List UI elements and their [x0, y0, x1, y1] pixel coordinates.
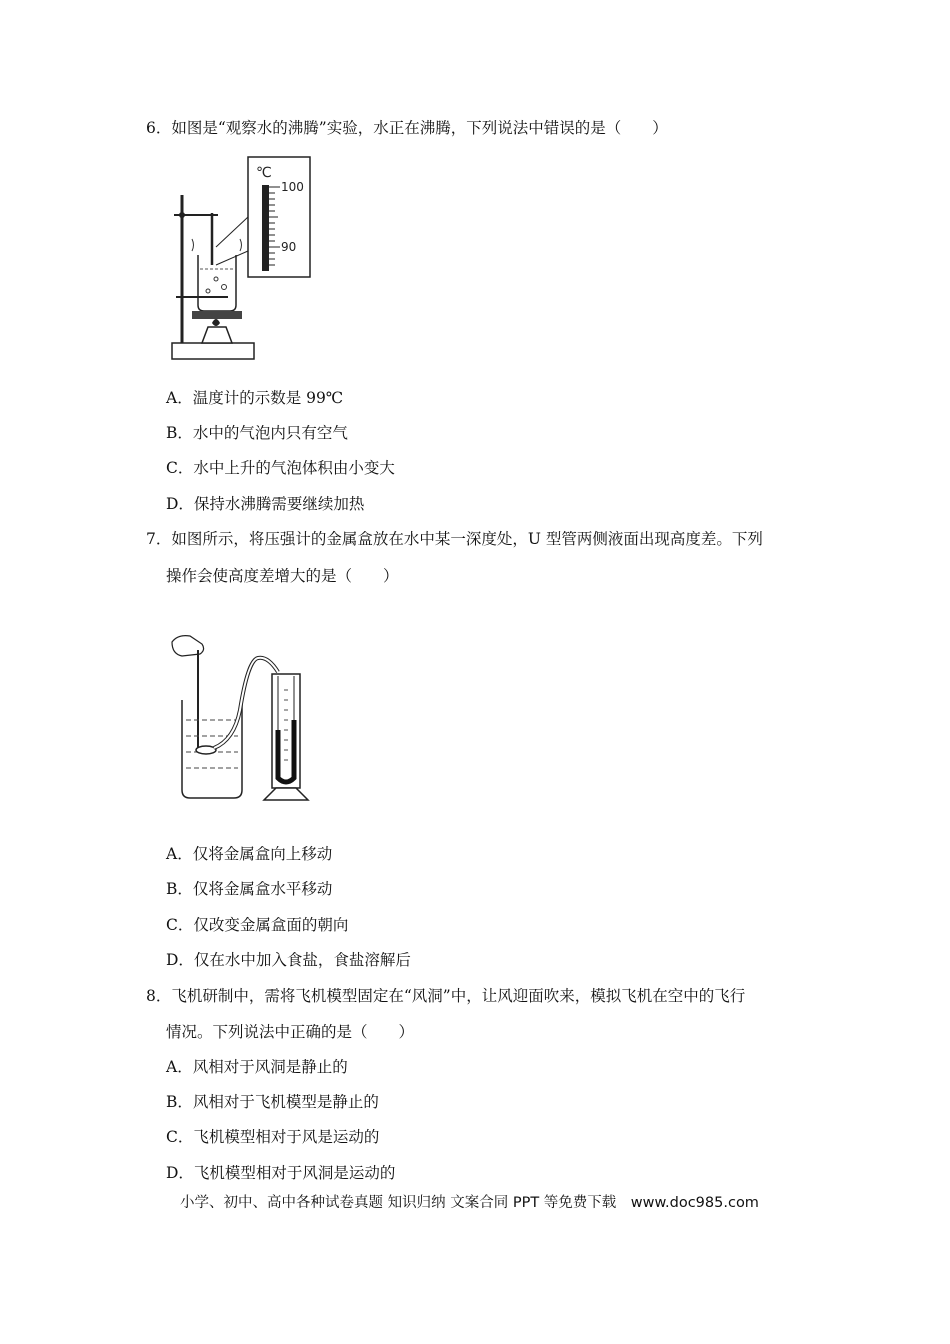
question-6-stem: 6．如图是“观察水的沸腾”实验，水正在沸腾，下列说法中错误的是（ ）: [146, 119, 668, 137]
thermometer-column: [262, 185, 269, 271]
question-8-option-c: C．飞机模型相对于风是运动的: [166, 1128, 380, 1146]
rubber-tube: [214, 658, 278, 748]
question-8-option-d: D．飞机模型相对于风洞是运动的: [166, 1164, 396, 1182]
question-8-option-b: B．风相对于飞机模型是静止的: [166, 1093, 379, 1111]
pressure-gauge-figure: [168, 630, 313, 808]
beaker: [198, 255, 236, 311]
metal-box: [196, 746, 216, 754]
question-7-option-d: D．仅在水中加入食盐，食盐溶解后: [166, 951, 411, 969]
alcohol-lamp: [202, 327, 232, 343]
scale-label-mid: 90: [281, 240, 297, 254]
thermometer-unit: ℃: [256, 165, 272, 181]
flame: [212, 319, 220, 326]
question-7-stem-line1: 7．如图所示，将压强计的金属盒放在水中某一深度处，U 型管两侧液面出现高度差。下列: [146, 530, 763, 548]
question-8-stem-line1: 8．飞机研制中，需将飞机模型固定在“风洞”中，让风迎面吹来，模拟飞机在空中的飞行: [146, 987, 746, 1005]
question-8-option-a: A．风相对于风洞是静止的: [166, 1058, 348, 1076]
wire-gauze: [192, 311, 242, 319]
question-6-option-a: A．温度计的示数是 99℃: [166, 389, 344, 407]
scale-label-top: 100: [281, 180, 304, 194]
question-6-option-d: D．保持水沸腾需要继续加热: [166, 495, 365, 513]
question-6-option-b: B．水中的气泡内只有空气: [166, 424, 348, 442]
question-7-stem-line2: 操作会使高度差增大的是（ ）: [166, 567, 399, 585]
boiling-water-apparatus-figure: [168, 155, 313, 365]
gauge-base: [264, 788, 308, 800]
stand-base: [172, 343, 254, 359]
question-6-option-c: C．水中上升的气泡体积由小变大: [166, 459, 395, 477]
question-7-option-c: C．仅改变金属盒面的朝向: [166, 916, 349, 934]
question-7-option-a: A．仅将金属盒向上移动: [166, 845, 333, 863]
question-8-stem-line2: 情况。下列说法中正确的是（ ）: [166, 1023, 415, 1041]
question-7-option-b: B．仅将金属盒水平移动: [166, 880, 333, 898]
page-footer: 小学、初中、高中各种试卷真题 知识归纳 文案合同 PPT 等免费下载 www.doc985.com: [180, 1195, 759, 1211]
